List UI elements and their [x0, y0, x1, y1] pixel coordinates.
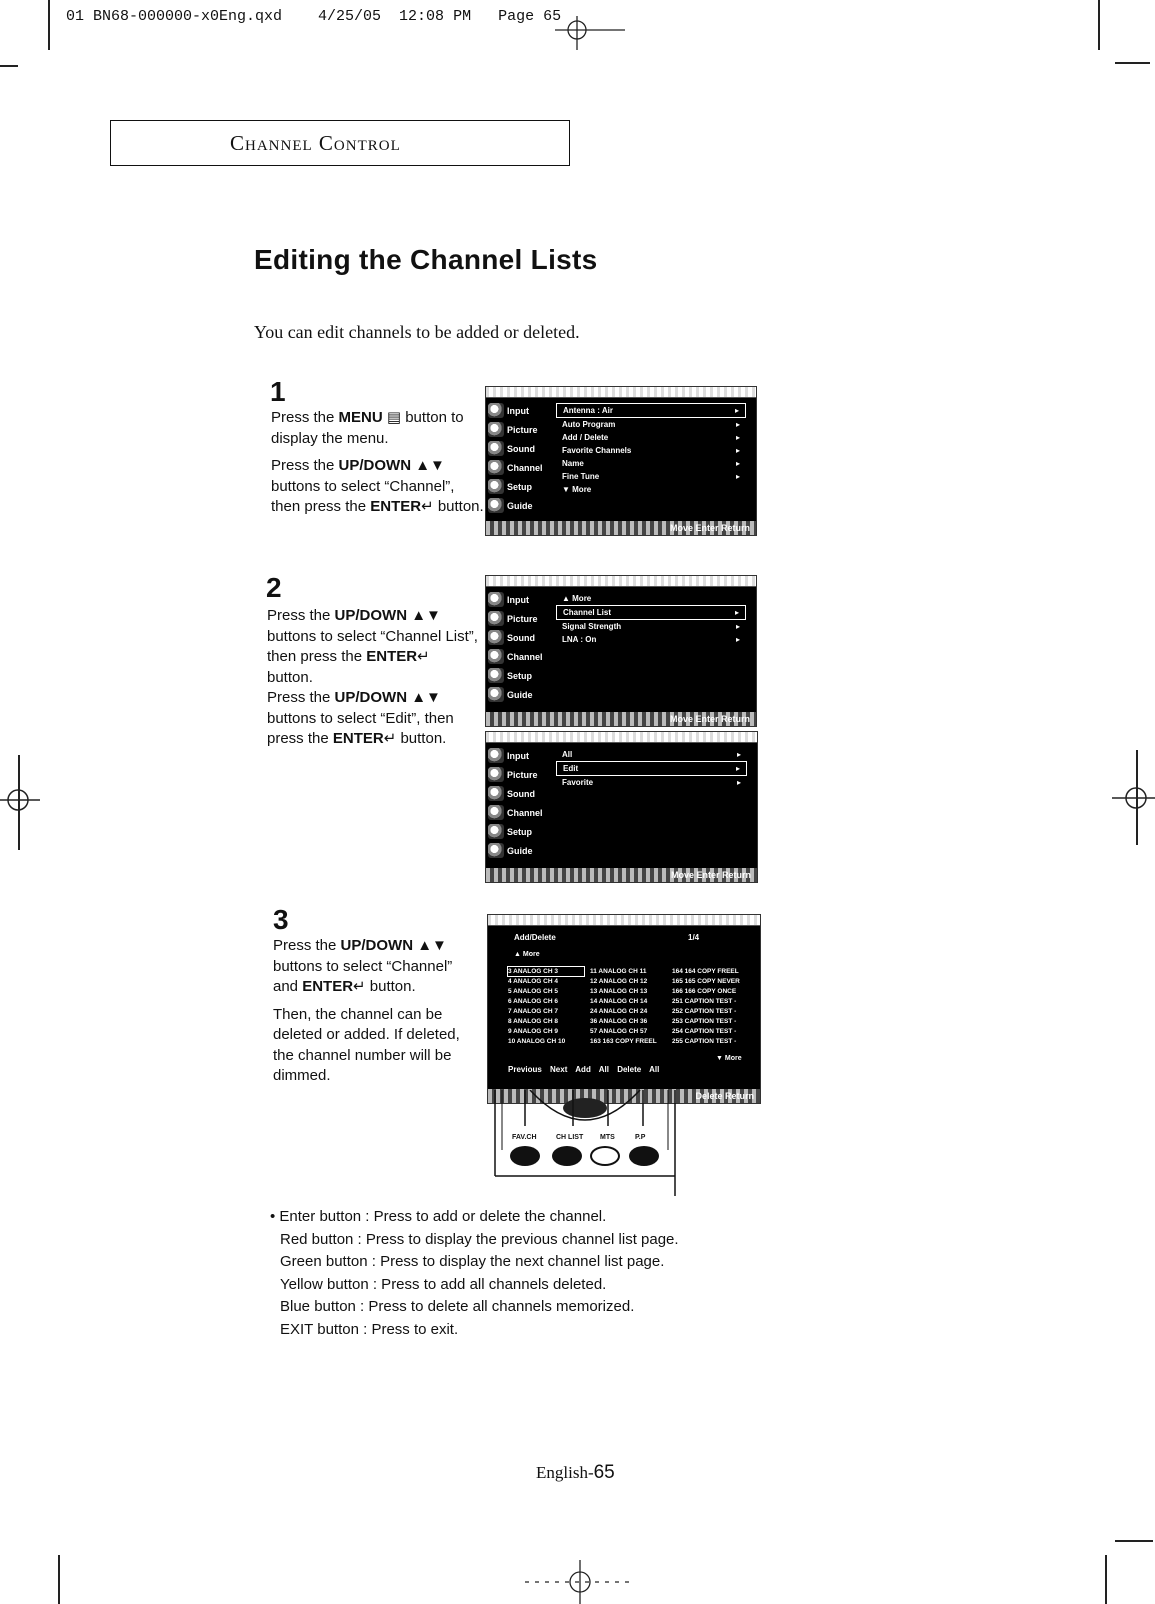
sound-icon [488, 441, 504, 456]
sidebar-item-guide[interactable] [488, 496, 550, 515]
chevron-right-icon: ▸ [735, 635, 740, 644]
step-number: 2 [266, 572, 282, 603]
crop-mark [48, 0, 50, 50]
note-blue: Blue button : Press to delete all channels memorized. [280, 1298, 635, 1316]
channel-cell[interactable]: 24 ANALOG CH 24 [590, 1008, 648, 1015]
sidebar-item-input[interactable] [488, 401, 550, 420]
channel-cell[interactable]: 9 ANALOG CH 9 [508, 1028, 558, 1035]
sidebar-item-setup[interactable] [488, 666, 550, 685]
channel-cell[interactable]: 5 ANALOG CH 5 [508, 988, 558, 995]
green-button[interactable] [552, 1146, 582, 1166]
note-exit: EXIT button : Press to exit. [280, 1320, 459, 1338]
footer-language: English- [536, 1463, 594, 1482]
channel-cell[interactable]: 255 CAPTION TEST - [672, 1038, 737, 1045]
menu-item-label: ▲ More [562, 594, 592, 603]
menu-item[interactable] [556, 776, 747, 789]
menu-items [556, 592, 746, 646]
page-footer [536, 1462, 615, 1484]
yellow-button[interactable] [590, 1146, 620, 1166]
registration-target-icon [1112, 783, 1155, 813]
channel-list-page: 1/4 [688, 933, 700, 942]
remote-label-ch-list: CH LIST [556, 1134, 584, 1141]
note-green: Green button : Press to display the next channel list page. [280, 1253, 665, 1271]
menu-help-bar: Move Enter Return [486, 712, 756, 726]
sidebar-item-label: Channel [507, 462, 543, 473]
channel-cell[interactable]: 6 ANALOG CH 6 [508, 998, 558, 1005]
sidebar-item-sound[interactable] [488, 439, 550, 458]
guide-icon [488, 687, 504, 702]
crop-mark [58, 1555, 60, 1604]
menu-sidebar [488, 590, 550, 704]
sidebar-item-label: Picture [507, 769, 538, 780]
chevron-right-icon: ▸ [736, 778, 741, 787]
channel-list-actions: Previous Next Add All Delete All [508, 1065, 660, 1074]
chevron-right-icon: ▸ [735, 764, 740, 773]
menu-item-label: Edit [563, 764, 579, 773]
channel-icon [488, 460, 504, 475]
menu-item-label: Antenna : Air [563, 406, 613, 415]
menu-item[interactable] [556, 457, 746, 470]
crop-mark [1105, 1555, 1107, 1604]
sidebar-item-label: Channel [507, 807, 543, 818]
intro-text: You can edit channels to be added or deleted. [254, 322, 580, 342]
menu-help-bar: Move Enter Return [486, 521, 756, 535]
sidebar-item-label: Picture [507, 424, 538, 435]
tv-menu-channel [485, 386, 757, 536]
print-header: 01 BN68-000000-x0Eng.qxd 4/25/05 12:08 PM Page 65 [66, 8, 562, 25]
menu-items [556, 403, 746, 496]
step-instructions [267, 606, 479, 757]
menu-item-label: Name [562, 459, 584, 468]
sound-icon [488, 786, 504, 801]
tv-channel-edit-list [487, 914, 761, 1104]
chevron-right-icon: ▸ [735, 472, 740, 481]
menu-item-label: Channel List [563, 608, 612, 617]
remote-outline [490, 1090, 680, 1196]
menu-item[interactable] [556, 431, 746, 444]
menu-item-label: ▼ More [562, 485, 592, 494]
guide-icon [488, 498, 504, 513]
menu-item-label: Favorite Channels [562, 446, 632, 455]
registration-target-icon [0, 785, 40, 815]
menu-item-label: Fine Tune [562, 472, 600, 481]
channel-cell[interactable]: 3 ANALOG CH 3 [508, 967, 584, 976]
channel-grid [508, 967, 748, 1046]
sidebar-item-picture[interactable] [488, 765, 550, 784]
sidebar-item-label: Input [507, 405, 529, 416]
instruction-paragraph: Press the MENU ▤ button to display the menu. [271, 409, 464, 447]
menu-item-label: Auto Program [562, 420, 616, 429]
channel-cell[interactable]: 13 ANALOG CH 13 [590, 988, 648, 995]
sidebar-item-guide[interactable] [488, 841, 550, 860]
crop-mark [1115, 62, 1150, 64]
menu-item[interactable] [556, 470, 746, 483]
channel-cell[interactable]: 251 CAPTION TEST - [672, 998, 737, 1005]
channel-cell[interactable]: 253 CAPTION TEST - [672, 1018, 737, 1025]
step-instructions [271, 408, 486, 525]
channel-cell[interactable]: 12 ANALOG CH 12 [590, 978, 648, 985]
channel-cell[interactable]: 252 CAPTION TEST - [672, 1008, 737, 1015]
input-icon [488, 748, 504, 763]
menu-help-bar: Move Enter Return [486, 868, 757, 882]
page-title: Editing the Channel Lists [254, 244, 598, 275]
channel-icon [488, 805, 504, 820]
blue-button[interactable] [629, 1146, 659, 1166]
sidebar-item-label: Picture [507, 613, 538, 624]
menu-item-label: LNA : On [562, 635, 597, 644]
button-notes [270, 1206, 679, 1342]
sidebar-item-label: Sound [507, 632, 535, 643]
sidebar-item-label: Input [507, 594, 529, 605]
input-icon [488, 403, 504, 418]
chevron-right-icon: ▸ [734, 608, 739, 617]
menu-item[interactable] [556, 592, 746, 605]
sidebar-item-channel[interactable] [488, 647, 550, 666]
picture-icon [488, 422, 504, 437]
menu-sidebar [488, 401, 550, 515]
more-up: ▲ More [514, 951, 540, 958]
channel-cell[interactable]: 4 ANALOG CH 4 [508, 978, 558, 985]
menu-items [556, 748, 747, 789]
channel-cell[interactable]: 36 ANALOG CH 36 [590, 1018, 648, 1025]
menu-title-bar [488, 915, 760, 926]
menu-item-label: All [562, 750, 573, 759]
menu-item[interactable] [556, 403, 746, 418]
registration-target-icon [555, 10, 625, 50]
chevron-right-icon: ▸ [735, 446, 740, 455]
menu-item[interactable] [556, 483, 746, 496]
menu-title-bar [486, 387, 756, 398]
more-down: ▼ More [716, 1055, 742, 1062]
input-icon [488, 592, 504, 607]
sidebar-item-input[interactable] [488, 746, 550, 765]
channel-cell[interactable]: 164 164 COPY FREEL [672, 968, 739, 975]
menu-item[interactable] [556, 418, 746, 431]
sidebar-item-label: Guide [507, 500, 533, 511]
sidebar-item-label: Setup [507, 670, 533, 681]
sidebar-item-setup[interactable] [488, 477, 550, 496]
sidebar-item-label: Guide [507, 689, 533, 700]
sidebar-item-picture[interactable] [488, 609, 550, 628]
channel-list-title: Add/Delete [514, 933, 556, 942]
instruction-paragraph: Press the UP/DOWN ▲▼ buttons to select “Channel”, then press the ENTER↵ button. [271, 457, 484, 515]
menu-item[interactable] [556, 761, 747, 776]
section-title: Channel Control [230, 131, 401, 155]
setup-icon [488, 824, 504, 839]
sidebar-item-picture[interactable] [488, 420, 550, 439]
menu-item[interactable] [556, 633, 746, 646]
crop-mark [0, 65, 18, 67]
sidebar-item-label: Sound [507, 443, 535, 454]
instruction-paragraph: Press the UP/DOWN ▲▼ buttons to select “Channel List”, then press the ENTER↵ button. Press the UP/DOWN ▲▼ buttons to select “Edit”, then press the ENTER↵ button. [267, 607, 478, 747]
channel-cell[interactable]: 14 ANALOG CH 14 [590, 998, 648, 1005]
instruction-paragraph: Then, the channel can be deleted or added. If deleted, the channel number will be dimmed. [273, 1005, 460, 1084]
sidebar-item-channel[interactable] [488, 803, 550, 822]
page-number: 65 [593, 1462, 615, 1483]
note-red: Red button : Press to display the previous channel list page. [280, 1230, 679, 1248]
menu-help-bar: Delete Return [488, 1089, 760, 1103]
channel-cell[interactable]: 163 163 COPY FREEL [590, 1038, 657, 1045]
registration-target-icon [525, 1560, 635, 1604]
menu-item[interactable] [556, 605, 746, 620]
channel-cell[interactable]: 11 ANALOG CH 11 [590, 968, 647, 975]
sidebar-item-sound[interactable] [488, 628, 550, 647]
channel-cell[interactable]: 10 ANALOG CH 10 [508, 1038, 566, 1045]
picture-icon [488, 611, 504, 626]
sidebar-item-label: Setup [507, 826, 533, 837]
chevron-right-icon: ▸ [735, 420, 740, 429]
guide-icon [488, 843, 504, 858]
menu-item-label: Signal Strength [562, 622, 622, 631]
remote-label-mts: MTS [600, 1134, 615, 1141]
menu-item[interactable] [556, 444, 746, 457]
crop-mark [1115, 1540, 1153, 1542]
step-instructions [273, 936, 478, 1094]
chevron-right-icon: ▸ [734, 406, 739, 415]
sidebar-item-guide[interactable] [488, 685, 550, 704]
menu-item-label: Add / Delete [562, 433, 609, 442]
chevron-right-icon: ▸ [736, 750, 741, 759]
channel-cell[interactable]: 57 ANALOG CH 57 [590, 1028, 648, 1035]
menu-item[interactable] [556, 620, 746, 633]
sidebar-item-label: Input [507, 750, 529, 761]
menu-title-bar [486, 576, 756, 587]
red-button[interactable] [510, 1146, 540, 1166]
setup-icon [488, 668, 504, 683]
channel-cell[interactable]: 166 166 COPY ONCE [672, 988, 737, 995]
step-number: 1 [270, 376, 286, 407]
menu-sidebar [488, 746, 550, 860]
sidebar-item-channel[interactable] [488, 458, 550, 477]
sidebar-item-setup[interactable] [488, 822, 550, 841]
remote-label-fav-ch: FAV.CH [512, 1134, 537, 1141]
menu-item[interactable] [556, 748, 747, 761]
menu-item-label: Favorite [562, 778, 594, 787]
sidebar-item-label: Setup [507, 481, 533, 492]
picture-icon [488, 767, 504, 782]
note-enter: • Enter button : Press to add or delete the channel. [270, 1208, 607, 1225]
sidebar-item-label: Guide [507, 845, 533, 856]
step-number: 3 [273, 904, 289, 935]
sound-icon [488, 630, 504, 645]
menu-title-bar [486, 732, 757, 743]
sidebar-item-label: Sound [507, 788, 535, 799]
instruction-paragraph: Press the UP/DOWN ▲▼ buttons to select “Channel” and ENTER↵ button. [273, 937, 453, 995]
channel-cell[interactable]: 8 ANALOG CH 8 [508, 1018, 558, 1025]
sidebar-item-input[interactable] [488, 590, 550, 609]
setup-icon [488, 479, 504, 494]
channel-cell[interactable]: 165 165 COPY NEVER [672, 978, 740, 985]
tv-menu-channel-list [485, 731, 758, 883]
chevron-right-icon: ▸ [735, 622, 740, 631]
sidebar-item-label: Channel [507, 651, 543, 662]
channel-icon [488, 649, 504, 664]
remote-control-illustration [490, 1090, 680, 1196]
remote-label-pp: P.P [635, 1134, 646, 1141]
tv-menu-channel-more [485, 575, 757, 727]
sidebar-item-sound[interactable] [488, 784, 550, 803]
note-yellow: Yellow button : Press to add all channels deleted. [280, 1275, 607, 1293]
chevron-right-icon: ▸ [735, 459, 740, 468]
channel-cell[interactable]: 7 ANALOG CH 7 [508, 1008, 558, 1015]
chevron-right-icon: ▸ [735, 433, 740, 442]
crop-mark [1098, 0, 1100, 50]
channel-cell[interactable]: 254 CAPTION TEST - [672, 1028, 737, 1035]
